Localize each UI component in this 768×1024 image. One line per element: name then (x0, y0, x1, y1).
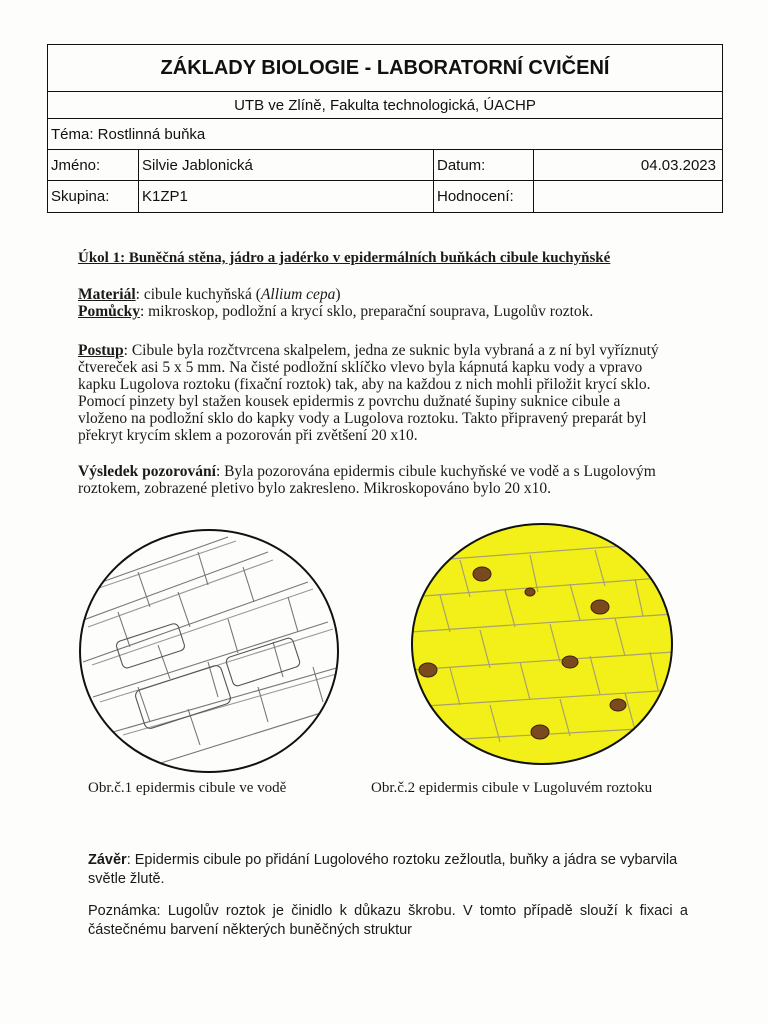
result-line: roztokem, zobrazené pletivo bylo zakresleno. Mikroskopováno bylo 20 x10. (78, 480, 552, 497)
material-latin: Allium cepa (260, 286, 336, 303)
material-label: Materiál (78, 286, 136, 303)
tools-text: : mikroskop, podložní a krycí sklo, preparační souprava, Lugolův roztok. (140, 303, 594, 320)
result-label: Výsledek pozorování (78, 463, 216, 480)
name-date-row (48, 150, 722, 181)
material-line (78, 286, 341, 303)
procedure-line: vloženo na podložní sklo do kapky vody a Lugolova roztoku. Takto připravený preparát byl (78, 410, 647, 427)
epidermis-lugol-drawing (410, 522, 674, 766)
header-table (47, 44, 723, 213)
procedure-paragraph (78, 342, 698, 444)
group-label: Skupina: (48, 181, 139, 212)
group-value: K1ZP1 (139, 181, 434, 212)
name-label: Jméno: (48, 150, 139, 180)
result-paragraph (78, 463, 698, 497)
name-value: Silvie Jablonická (139, 150, 434, 180)
tools-line (78, 303, 593, 320)
procedure-line: Pomocí pinzety byl stažen kousek epidermis z povrchu dužnaté šupiny suknice cibule a (78, 393, 621, 410)
procedure-line: kapku Lugolova roztoku (fixační roztok) tak, aby na každou z nich mohli přiložit krycí sklo. (78, 376, 651, 393)
result-line: Výsledek pozorování: Byla pozorována epidermis cibule kuchyňské ve vodě a s Lugolovým (78, 463, 656, 480)
material-text: : cibule kuchyňská ( (135, 286, 261, 303)
topic-line: Téma: Rostlinná buňka (48, 119, 722, 150)
task-heading: Úkol 1: Buněčná stěna, jádro a jadérko v epidermálních buňkách cibule kuchyňské (78, 250, 611, 266)
tools-label: Pomůcky (78, 303, 140, 320)
institution-line: UTB ve Zlíně, Fakulta technologická, ÚACHP (48, 92, 722, 119)
date-label: Datum: (434, 150, 534, 180)
grade-label: Hodnocení: (434, 181, 534, 212)
date-value: 04.03.2023 (640, 156, 716, 174)
figure-1-caption: Obr.č.1 epidermis cibule ve vodě (88, 780, 287, 796)
figure-2-caption: Obr.č.2 epidermis cibule v Lugoluvém roztoku (371, 780, 653, 796)
grade-value (534, 181, 722, 212)
epidermis-water-drawing (78, 527, 340, 774)
procedure-line: čtvereček asi 5 x 5 mm. Na čisté podložní sklíčko vlevo byla kápnutá kapku vody a vpravo (78, 359, 643, 376)
procedure-line: Postup: Cibule byla rozčtvrcena skalpelem, jedna ze suknic byla vybraná a z ní byl vyříznutý (78, 342, 659, 359)
report-title: ZÁKLADY BIOLOGIE - LABORATORNÍ CVIČENÍ (48, 45, 722, 92)
note-paragraph: Poznámka: Lugolův roztok je činidlo k důkazu škrobu. V tomto případě slouží k fixaci a částečnému barvení některých buněčných struktur (88, 903, 688, 938)
group-grade-row (48, 181, 722, 212)
conclusion-paragraph (88, 851, 688, 889)
material-text-end: ) (335, 286, 341, 303)
procedure-label: Postup (78, 342, 124, 359)
procedure-line: překryt krycím sklem a pozorován při zvětšení 20 x10. (78, 427, 418, 444)
conclusion-text: : Epidermis cibule po přidání Lugolového roztoku zežloutla, buňky a jádra se vybarvila světle žlutě. (88, 852, 678, 887)
conclusion-label: Závěr (88, 852, 127, 868)
